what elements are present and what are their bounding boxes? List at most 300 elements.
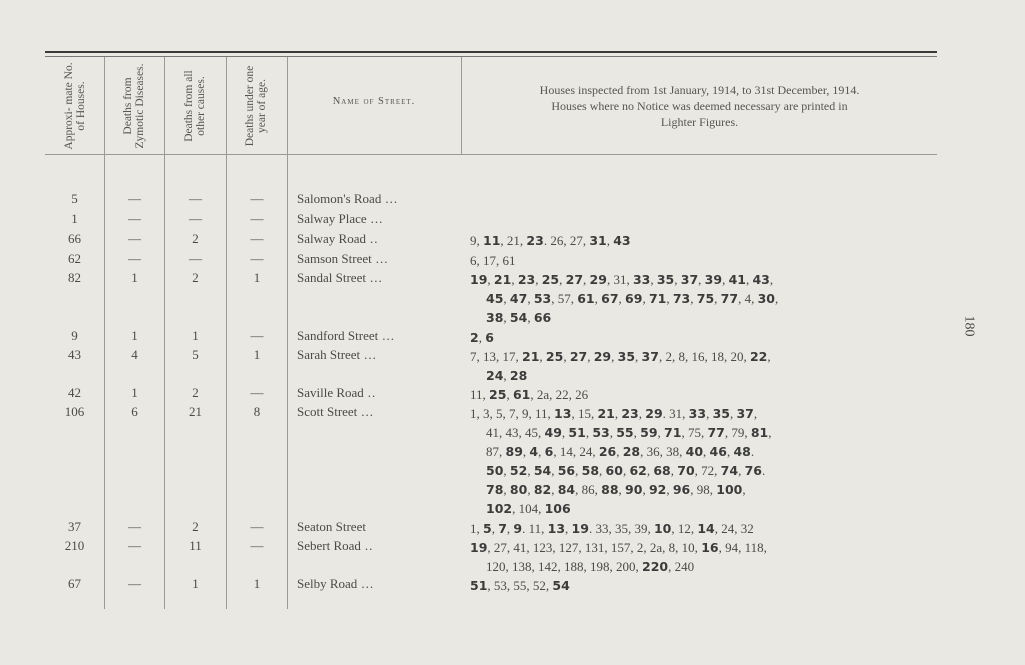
street-name: Saville Road	[297, 385, 364, 400]
zymotic-cell: 1	[131, 328, 138, 343]
under-one-cell: —	[250, 385, 264, 400]
house-number-plain: ,	[503, 368, 510, 383]
house-number-notice: 39	[704, 272, 723, 287]
table-row	[0, 229, 1025, 248]
house-number-plain: , 98,	[690, 482, 717, 497]
zymotic-cell: —	[128, 231, 141, 246]
houses-cell: 67	[68, 576, 81, 591]
street-name-cell	[297, 191, 457, 207]
house-number-notice: 59	[640, 425, 658, 440]
house-number-plain: ,	[503, 482, 510, 497]
house-number-notice: 47	[509, 291, 528, 306]
house-number-plain: , 57,	[551, 291, 578, 306]
zymotic-cell: —	[128, 576, 141, 591]
house-number-plain: ,	[487, 272, 494, 287]
table-row	[0, 345, 1025, 383]
house-number-plain: , 86,	[575, 482, 602, 497]
house-number-notice: 43	[752, 272, 770, 287]
house-number-notice: 78	[486, 482, 504, 497]
house-number-notice: 13	[547, 521, 566, 536]
house-number-notice: 88	[601, 482, 619, 497]
house-number-notice: 19	[571, 521, 589, 536]
house-number-plain: ,	[583, 272, 590, 287]
leader-dots: ...	[382, 328, 395, 343]
house-number-notice: 23	[517, 272, 536, 287]
house-number-plain: , 2, 8, 16, 18, 20,	[658, 349, 750, 364]
leader-dots: ...	[361, 576, 375, 591]
house-number-plain: , 12,	[671, 521, 698, 536]
house-number-plain: ,	[768, 425, 772, 440]
houses-cell: 37	[68, 519, 81, 534]
house-number-plain: ,	[503, 463, 510, 478]
house-number-plain: 41, 43, 45,	[486, 425, 545, 440]
house-number-notice: 84	[557, 482, 576, 497]
street-name: Scott Street	[297, 404, 358, 419]
house-number-plain: ,	[575, 463, 582, 478]
other-causes-cell: 21	[189, 404, 202, 419]
house-number-plain: ,	[527, 482, 534, 497]
house-number-plain: . 31,	[662, 406, 689, 421]
under-one-cell: —	[250, 251, 264, 266]
house-number-notice: 69	[625, 291, 643, 306]
house-number-notice: 14	[697, 521, 715, 536]
houses-inspected-cell	[470, 231, 940, 250]
other-causes-cell: 1	[192, 576, 199, 591]
house-number-notice: 51	[470, 578, 488, 593]
house-number-plain: ,	[609, 425, 617, 440]
house-number-plain: ,	[478, 330, 486, 345]
street-name-cell	[297, 519, 457, 535]
house-number-plain: ,	[622, 463, 630, 478]
house-number-notice: 2	[470, 330, 479, 345]
other-causes-cell: 2	[192, 519, 199, 534]
under-one-cell: —	[250, 191, 264, 206]
house-number-plain: ,	[503, 291, 510, 306]
houses-cell: 106	[64, 404, 85, 419]
houses-inspected-cell	[470, 270, 940, 327]
house-number-notice: 76	[744, 463, 762, 478]
house-number-notice: 92	[648, 482, 667, 497]
house-number-notice: 82	[533, 482, 552, 497]
house-number-notice: 62	[629, 463, 647, 478]
table-row	[0, 268, 1025, 325]
house-number-notice: 27	[569, 349, 588, 364]
leader-dots: ..	[367, 385, 377, 400]
house-number-notice: 73	[672, 291, 691, 306]
house-number-notice: 220	[642, 559, 669, 574]
house-number-notice: 16	[701, 540, 719, 555]
houses-inspected-cell	[470, 347, 940, 385]
house-number-plain: , 14, 24,	[553, 444, 599, 459]
house-number-notice: 56	[557, 463, 576, 478]
house-number-plain: ,	[551, 463, 558, 478]
street-name-cell	[297, 404, 457, 420]
house-number-plain: ,	[616, 444, 623, 459]
house-number-notice: 50	[486, 463, 504, 478]
houses-cell: 82	[68, 270, 81, 285]
house-number-plain: , 240	[668, 559, 695, 574]
house-number-notice: 70	[677, 463, 695, 478]
house-number-notice: 23	[621, 406, 639, 421]
house-number-notice: 21	[597, 406, 615, 421]
house-number-plain: ,	[742, 482, 746, 497]
under-one-cell: —	[250, 538, 264, 553]
house-number-plain: ,	[635, 349, 642, 364]
inspected-line	[470, 404, 940, 423]
house-number-notice: 51	[568, 425, 586, 440]
header-rule	[45, 154, 937, 155]
house-number-notice: 89	[505, 444, 523, 459]
house-number-plain: . 33, 35, 39,	[588, 521, 654, 536]
house-number-plain: ,	[599, 463, 606, 478]
inspected-line	[470, 347, 940, 366]
zymotic-cell: 4	[131, 347, 138, 362]
header-other-causes: Deaths from all other causes.	[183, 69, 207, 142]
house-number-plain: ,	[646, 463, 654, 478]
house-number-plain: ,	[563, 349, 570, 364]
house-number-plain: 120, 138, 142, 188, 198, 200,	[486, 559, 642, 574]
houses-inspected-cell	[470, 538, 940, 576]
house-number-notice: 25	[545, 349, 564, 364]
house-number-plain: ,	[614, 406, 622, 421]
table-row	[0, 189, 1025, 208]
other-causes-cell: —	[189, 191, 202, 206]
house-number-plain: ,	[506, 387, 513, 402]
house-number-notice: 10	[653, 521, 672, 536]
house-number-plain: , 27, 41, 123, 127, 131, 157, 2, 2a, 8, 10,	[487, 540, 702, 555]
house-number-notice: 35	[712, 406, 730, 421]
zymotic-cell: —	[128, 191, 141, 206]
street-name-cell	[297, 328, 457, 344]
street-name-cell	[297, 347, 457, 363]
zymotic-cell: —	[128, 538, 141, 553]
house-number-notice: 4	[529, 444, 539, 459]
house-number-notice: 53	[533, 291, 552, 306]
house-number-plain: 1,	[470, 521, 483, 536]
house-number-notice: 54	[509, 310, 528, 325]
house-number-notice: 49	[544, 425, 562, 440]
other-causes-cell: 11	[189, 538, 202, 553]
under-one-cell: —	[250, 211, 264, 226]
house-number-notice: 61	[512, 387, 531, 402]
under-one-cell: 1	[253, 270, 261, 285]
house-number-notice: 71	[648, 291, 667, 306]
house-number-plain: , 104,	[512, 501, 545, 516]
header-street-name: Name of Street.	[332, 96, 416, 107]
leader-dots: ..	[364, 538, 374, 553]
house-number-notice: 19	[470, 540, 488, 555]
house-number-notice: 6	[544, 444, 554, 459]
under-one-cell: 1	[253, 576, 261, 591]
house-number-notice: 38	[486, 310, 504, 325]
street-name: Salway Road	[297, 231, 366, 246]
houses-cell: 5	[71, 191, 78, 206]
other-causes-cell: —	[189, 251, 202, 266]
house-number-notice: 5	[483, 521, 492, 536]
houses-cell: 62	[68, 251, 81, 266]
house-number-notice: 102	[486, 501, 513, 516]
house-number-plain: ,	[745, 272, 753, 287]
inspected-line	[470, 308, 940, 327]
house-number-plain: ,	[722, 272, 729, 287]
house-number-notice: 31	[589, 233, 607, 248]
street-name: Salomon's Road	[297, 191, 382, 206]
inspected-line	[470, 480, 940, 499]
street-name: Sandford Street	[297, 328, 379, 343]
house-number-notice: 25	[489, 387, 507, 402]
house-number-plain: ,	[503, 310, 510, 325]
other-causes-cell: 2	[192, 270, 199, 285]
zymotic-cell: —	[128, 251, 141, 266]
house-number-notice: 7	[498, 521, 507, 536]
house-number-plain: ,	[666, 482, 673, 497]
house-number-plain: ,	[657, 425, 665, 440]
house-number-plain: ,	[561, 425, 569, 440]
house-number-plain: ,	[729, 406, 737, 421]
house-number-plain: ,	[559, 272, 566, 287]
house-number-notice: 52	[509, 463, 528, 478]
house-number-notice: 13	[554, 406, 572, 421]
zymotic-cell: —	[128, 519, 141, 534]
house-number-plain: ,	[769, 272, 774, 287]
house-number-notice: 9	[513, 521, 523, 536]
house-number-notice: 77	[720, 291, 739, 306]
other-causes-cell: 5	[192, 347, 199, 362]
house-number-plain: , 94, 118,	[718, 540, 767, 555]
house-number-plain: ,	[618, 482, 626, 497]
house-number-plain: 6, 17, 61	[470, 253, 516, 268]
house-number-notice: 46	[709, 444, 727, 459]
house-number-notice: 28	[622, 444, 641, 459]
house-number-plain: , 79,	[724, 425, 751, 440]
house-number-notice: 37	[641, 349, 659, 364]
house-number-notice: 60	[605, 463, 623, 478]
house-number-plain: ,	[527, 463, 534, 478]
inspected-line	[470, 461, 940, 480]
inspected-line	[470, 538, 940, 557]
house-number-notice: 77	[707, 425, 725, 440]
house-number-plain: ,	[535, 272, 542, 287]
house-number-notice: 35	[656, 272, 675, 287]
house-number-notice: 29	[645, 406, 663, 421]
under-one-cell: —	[250, 328, 264, 343]
houses-inspected-cell	[470, 404, 940, 518]
street-name-cell	[297, 231, 457, 247]
house-number-plain: 11,	[470, 387, 490, 402]
leader-dots: ...	[375, 251, 389, 266]
house-number-plain: . 26, 27,	[543, 233, 590, 248]
under-one-cell: 1	[253, 347, 261, 362]
house-number-notice: 26	[598, 444, 617, 459]
house-number-plain: , 21,	[500, 233, 527, 248]
other-causes-cell: 2	[192, 231, 199, 246]
house-number-plain: ,	[527, 291, 534, 306]
street-name: Salway Place	[297, 211, 367, 226]
house-number-notice: 53	[592, 425, 610, 440]
house-number-plain: , 24, 32	[714, 521, 754, 536]
house-number-plain: ,	[642, 482, 649, 497]
house-number-plain: ,	[706, 406, 713, 421]
house-number-plain: ,	[491, 521, 499, 536]
house-number-notice: 54	[533, 463, 552, 478]
leader-dots: ..	[369, 231, 379, 246]
house-number-plain: ,	[522, 444, 530, 459]
house-number-notice: 71	[664, 425, 682, 440]
street-name: Sandal Street	[297, 270, 366, 285]
zymotic-cell: 1	[131, 270, 138, 285]
table-row	[0, 326, 1025, 345]
leader-dots: ...	[369, 270, 383, 285]
inspected-line	[470, 270, 940, 289]
house-number-notice: 30	[757, 291, 775, 306]
house-number-notice: 35	[617, 349, 636, 364]
house-number-plain: ,	[587, 349, 594, 364]
houses-cell: 66	[68, 231, 81, 246]
house-number-plain: ,	[606, 233, 614, 248]
house-number-notice: 67	[601, 291, 619, 306]
house-number-notice: 19	[470, 272, 488, 287]
house-number-plain: ,	[538, 444, 545, 459]
house-number-plain: .	[750, 444, 755, 459]
house-number-plain: , 36, 38,	[640, 444, 686, 459]
inspected-line	[470, 423, 940, 442]
page-number: 180	[961, 315, 977, 337]
under-one-cell: —	[250, 231, 264, 246]
street-name-cell	[297, 251, 457, 267]
leader-dots: ...	[370, 211, 384, 226]
street-name: Samson Street	[297, 251, 372, 266]
house-number-plain: ,	[767, 349, 771, 364]
house-number-notice: 6	[485, 330, 494, 345]
house-number-plain: ,	[753, 406, 758, 421]
house-number-notice: 58	[581, 463, 600, 478]
house-number-plain: 7, 13, 17,	[470, 349, 522, 364]
house-number-notice: 33	[632, 272, 651, 287]
house-number-notice: 29	[589, 272, 607, 287]
house-number-plain: ,	[551, 482, 558, 497]
house-number-plain: ,	[611, 349, 618, 364]
street-name: Seaton Street	[297, 519, 366, 534]
house-number-notice: 27	[565, 272, 584, 287]
table-row	[0, 574, 1025, 593]
house-number-notice: 54	[552, 578, 570, 593]
table-row	[0, 249, 1025, 268]
house-number-notice: 41	[728, 272, 746, 287]
house-number-plain: ,	[585, 425, 593, 440]
house-number-plain: ,	[527, 310, 534, 325]
leader-dots: ...	[361, 404, 375, 419]
table-row	[0, 209, 1025, 228]
house-number-plain: ,	[506, 521, 514, 536]
street-name: Selby Road	[297, 576, 358, 591]
inspected-line	[470, 499, 940, 518]
house-number-plain: . 11,	[522, 521, 548, 536]
house-number-notice: 48	[733, 444, 751, 459]
house-number-plain: , 75,	[681, 425, 708, 440]
house-number-notice: 81	[750, 425, 769, 440]
house-number-plain: ,	[666, 291, 673, 306]
house-number-notice: 55	[616, 425, 634, 440]
house-number-notice: 66	[533, 310, 552, 325]
houses-cell: 9	[71, 328, 78, 343]
other-causes-cell: 2	[192, 385, 199, 400]
house-number-notice: 61	[577, 291, 595, 306]
house-number-notice: 33	[688, 406, 707, 421]
houses-inspected-cell	[470, 576, 940, 595]
house-number-plain: ,	[633, 425, 641, 440]
house-number-plain: ,	[774, 291, 779, 306]
house-number-notice: 90	[625, 482, 643, 497]
inspected-line	[470, 289, 940, 308]
house-number-notice: 22	[749, 349, 768, 364]
house-number-plain: , 72,	[694, 463, 721, 478]
house-number-notice: 80	[509, 482, 528, 497]
house-number-notice: 25	[541, 272, 560, 287]
street-name-cell	[297, 576, 457, 592]
house-number-notice: 74	[720, 463, 739, 478]
table-row	[0, 383, 1025, 402]
house-number-notice: 23	[526, 233, 544, 248]
houses-cell: 43	[68, 347, 81, 362]
zymotic-cell: 6	[131, 404, 138, 419]
house-number-plain: , 53, 55, 52,	[487, 578, 553, 593]
house-number-notice: 100	[716, 482, 743, 497]
table-row	[0, 536, 1025, 574]
house-number-plain: 87,	[486, 444, 506, 459]
house-number-notice: 43	[613, 233, 631, 248]
street-name-cell	[297, 211, 457, 227]
house-number-plain: , 2a, 22, 26	[530, 387, 589, 402]
header-under-one: Deaths under one year of age.	[244, 65, 268, 146]
house-number-notice: 28	[509, 368, 528, 383]
house-number-plain: , 31,	[606, 272, 633, 287]
house-number-notice: 96	[672, 482, 691, 497]
house-number-plain: ,	[698, 272, 705, 287]
house-number-notice: 37	[736, 406, 754, 421]
zymotic-cell: 1	[131, 385, 138, 400]
inspected-line	[470, 442, 940, 461]
house-number-notice: 68	[653, 463, 671, 478]
inspected-line	[470, 231, 940, 250]
house-number-plain: ,	[511, 272, 518, 287]
house-number-plain: , 15,	[571, 406, 598, 421]
houses-cell: 1	[71, 211, 78, 226]
house-number-plain: ,	[714, 291, 721, 306]
under-one-cell: 8	[253, 404, 261, 419]
leader-dots: ...	[385, 191, 399, 206]
house-number-plain: ,	[670, 463, 678, 478]
house-number-notice: 11	[483, 233, 501, 248]
street-name: Sebert Road	[297, 538, 361, 553]
header-houses: Approxi- mate No. of Houses.	[63, 61, 87, 150]
house-number-notice: 37	[680, 272, 699, 287]
house-number-plain: ,	[638, 406, 646, 421]
house-number-plain: ,	[618, 291, 626, 306]
house-number-notice: 24	[486, 368, 504, 383]
house-number-plain: ,	[726, 444, 734, 459]
house-number-plain: ,	[703, 444, 710, 459]
house-number-notice: 29	[593, 349, 612, 364]
house-number-notice: 21	[522, 349, 540, 364]
house-number-plain: ,	[738, 463, 745, 478]
table-row	[0, 402, 1025, 516]
street-name-cell	[297, 385, 457, 401]
leader-dots: ...	[364, 347, 377, 362]
house-number-plain: , 4,	[738, 291, 758, 306]
house-number-plain: ,	[565, 521, 572, 536]
house-number-plain: ,	[539, 349, 546, 364]
street-name: Sarah Street	[297, 347, 361, 362]
